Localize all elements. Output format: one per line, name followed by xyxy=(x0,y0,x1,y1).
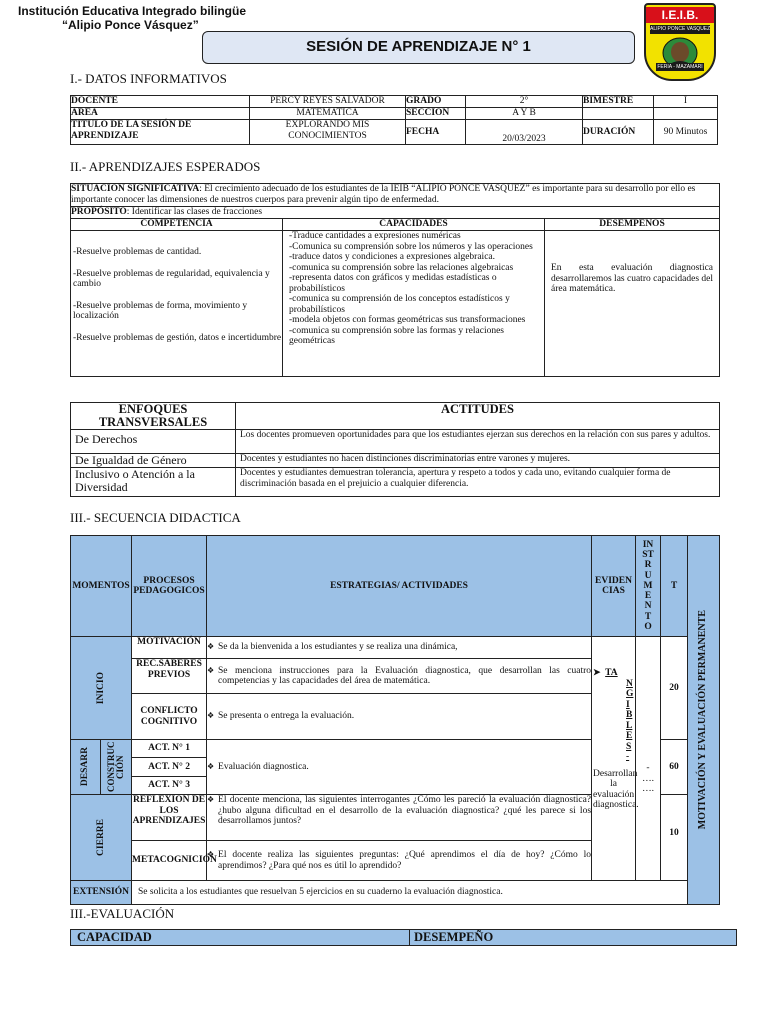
logo-band: ALIPIO PONCE VASQUEZ xyxy=(650,26,711,32)
situacion-label: SITUACION SIGNIFICATIVA xyxy=(71,184,200,194)
school-logo xyxy=(644,3,716,81)
capacidad-item: -comunica su comprensión sobre las relaciones algebraicas xyxy=(289,262,514,273)
competencias-cell xyxy=(71,231,283,377)
instrumento-cell: - …. …. xyxy=(636,637,661,881)
titulo-label: TITULO DE LA SESIÓN DE APRENDIZAJE xyxy=(71,120,250,145)
proceso-act1: ACT. N° 1 xyxy=(132,740,207,758)
proposito-label: PROPÓSITO xyxy=(71,207,127,217)
grado-value: 2° xyxy=(466,96,583,108)
seccion-label: SECCION xyxy=(406,108,466,120)
evidencia-ngibles: NGIBLES- xyxy=(626,678,634,762)
estrategias-header: ESTRATEGIAS/ ACTIVIDADES xyxy=(207,536,592,637)
competencia-header: COMPETENCIA xyxy=(71,219,283,231)
momentos-header: MOMENTOS xyxy=(71,536,132,637)
proposito-cell xyxy=(71,207,720,219)
estrategia-text: ❖ El docente menciona, las siguientes interrogantes ¿Cómo les pareció la evaluación diagnostica? ¿hubo alguna dificultad en el desarrollo de la evaluación diagnostica? ¿qué les parece si los desarrollamos juntos? xyxy=(207,795,591,827)
enfoque-name: De Igualdad de Género xyxy=(71,454,236,468)
evidencia-text: Desarrollan la evaluación diagnostica. xyxy=(593,768,639,810)
capacidades-cell xyxy=(283,231,545,377)
actitudes-header: ACTITUDES xyxy=(236,403,720,430)
cierre-label: CIERRE xyxy=(95,819,106,856)
construccion-cell xyxy=(101,740,132,795)
estrategia-conflicto xyxy=(207,694,592,740)
proceso-metacognicion: METACOGNICIÓN xyxy=(132,841,207,881)
proceso-reflexion: REFLEXION DE LOS APRENDIZAJES xyxy=(132,795,207,841)
logo-bottom: FERIA - MAZAMARI xyxy=(657,64,703,70)
competencia-item: -Resuelve problemas de forma, movimiento y localización xyxy=(73,300,248,321)
desarrollo-label: DESARR xyxy=(80,747,91,787)
capacidad-item: -modela objetos con formas geométricas sus transformaciones xyxy=(289,315,526,325)
fecha-label: FECHA xyxy=(406,120,466,145)
situacion-text: : El crecimiento adecuado de los estudiantes de la IEIB “ALIPIO PONCE VASQUEZ” es importante para su desarrollo por ello es importante conocer las dimensiones de nuestros cuerpos para prevenir algún tipo de enfermedad. xyxy=(71,184,696,205)
capacidad-item: -traduce datos y condiciones a expresiones algebraica. xyxy=(289,252,496,262)
section-datos-title: I.- DATOS INFORMATIVOS xyxy=(70,71,227,86)
seccion-value: A Y B xyxy=(466,108,583,120)
estrategia-text: ❖ Se presenta o entrega la evaluación. xyxy=(207,711,591,722)
docente-value: PERCY REYES SALVADOR xyxy=(250,96,406,108)
capacidad-item: -comunica su comprensión sobre las formas y relaciones geométricas xyxy=(289,325,505,346)
instrumento-header: INSTRUMENTO xyxy=(636,536,661,637)
proceso-conflicto: CONFLICTO COGNITIVO xyxy=(132,694,207,740)
area-value: MATEMATICA xyxy=(250,108,406,120)
evaluacion-table xyxy=(70,929,737,946)
competencia-item: -Resuelve problemas de regularidad, equivalencia y cambio xyxy=(73,268,270,289)
estrategia-saberes xyxy=(207,659,592,694)
evidencias-cell xyxy=(592,637,639,881)
titulo-value: EXPLORANDO MIS CONOCIMIENTOS xyxy=(250,120,406,145)
proposito-text: : Identificar las clases de fracciones xyxy=(126,207,263,217)
inicio-cell xyxy=(71,637,132,740)
estrategia-desarrollo xyxy=(207,740,592,795)
capacidad-item: -comunica su comprensión de los conceptos estadísticos y probabilísticos xyxy=(289,294,510,315)
enfoque-name: De Derechos xyxy=(71,430,236,454)
datos-table xyxy=(70,95,718,145)
bimestre-value: I xyxy=(654,96,718,108)
estrategia-text: ❖ Se da la bienvenida a los estudiantes y se realiza una dinámica, xyxy=(207,642,591,653)
actitud-text: Docentes y estudiantes demuestran tolerancia, apertura y respeto a todos y cada uno, evitando cualquier forma de discriminación basada en el prejuicio a cualquier diferencia. xyxy=(236,468,720,497)
crest-icon xyxy=(646,5,718,83)
desempenos-header: DESEMPENOS xyxy=(545,219,720,231)
bimestre-label: BIMESTRE xyxy=(583,96,654,108)
competencia-item: -Resuelve problemas de gestión, datos e incertidumbre xyxy=(73,332,282,343)
proceso-saberes: REC.SABERES PREVIOS xyxy=(132,659,207,694)
capacidades-header: CAPACIDADES xyxy=(283,219,545,231)
fecha-value: 20/03/2023 xyxy=(466,120,583,145)
tiempo-inicio: 20 xyxy=(661,637,688,740)
secuencia-table xyxy=(70,535,720,905)
logo-title: I.E.I.B. xyxy=(646,7,714,23)
section-evaluacion-title: III.-EVALUACIÓN xyxy=(70,906,175,921)
situacion-cell xyxy=(71,184,720,207)
motivacion-vertical: MOTIVACIÓN Y EVALUACIÓN PERMANENTE xyxy=(697,610,709,830)
capacidad-item: -Comunica su comprensión sobre los números y las operaciones xyxy=(289,241,533,252)
aprendizajes-table xyxy=(70,183,720,377)
estrategia-text: ❖ Se menciona instrucciones para la Evaluación diagnostica, que desarrollan las cuatro competencias y las capacidades del área de matemática. xyxy=(207,666,591,687)
tiempo-cierre: 10 xyxy=(661,795,688,881)
proceso-act2: ACT. N° 2 xyxy=(132,758,207,776)
duracion-value: 90 Minutos xyxy=(654,120,718,145)
actitud-text: Los docentes promueven oportunidades para que los estudiantes ejerzan sus derechos en la relación con sus pares y adultos. xyxy=(236,430,720,454)
institution-name: Institución Educativa Integrado bilingüe xyxy=(18,4,247,18)
proceso-motivacion: MOTIVACIÓN xyxy=(132,637,207,659)
evidencia-ta: ➤ TA xyxy=(593,667,618,678)
capacidad-item: -Traduce cantidades a expresiones numéricas xyxy=(289,231,461,241)
area-label: AREA xyxy=(71,108,250,120)
t-header: T xyxy=(661,536,688,637)
section-secuencia-title: III.- SECUENCIA DIDACTICA xyxy=(70,510,241,525)
estrategia-extension: Se solicita a los estudiantes que resuelvan 5 ejercicios en su cuaderno la evaluación diagnostica. xyxy=(132,881,688,905)
desarrollo-cell xyxy=(71,740,101,795)
enfoque-name: Inclusivo o Atención a la Diversidad xyxy=(71,468,236,497)
cierre-cell xyxy=(71,795,132,881)
enfoques-header: ENFOQUES TRANSVERSALES xyxy=(71,403,236,430)
tiempo-desarrollo: 60 xyxy=(661,740,688,795)
procesos-header: PROCESOS PEDAGOGICOS xyxy=(132,536,207,637)
motivacion-cell xyxy=(688,536,720,905)
inicio-label: INICIO xyxy=(95,671,106,705)
docente-label: DOCENTE xyxy=(71,96,250,108)
desempeno-header: DESEMPEÑO xyxy=(410,930,737,946)
estrategia-text: ❖ El docente realiza las siguientes preguntas: ¿Qué aprendimos el día de hoy? ¿Cómo lo aprendimos? ¿Para qué nos es útil lo aprendido? xyxy=(207,850,591,871)
desempenos-text: En esta evaluación diagnostica desarrollaremos las cuatro capacidades del área matemática. xyxy=(545,231,720,377)
capacidad-item: -representa datos con gráficos y medidas estadísticas o probabilísticos xyxy=(289,273,497,294)
capacidad-header: CAPACIDAD xyxy=(71,930,410,946)
session-banner: SESIÓN DE APRENDIZAJE N° 1 xyxy=(202,31,635,64)
actitud-text: Docentes y estudiantes no hacen distinciones discriminatorias entre varones y mujeres. xyxy=(236,454,720,468)
construccion-label: CONSTRUCCIÓN xyxy=(106,741,125,793)
institution-subname: “Alipio Ponce Vásquez” xyxy=(62,18,199,32)
grado-label: GRADO xyxy=(406,96,466,108)
estrategia-text: ❖ Evaluación diagnostica. xyxy=(207,762,591,773)
proceso-act3: ACT. N° 3 xyxy=(132,776,207,794)
enfoques-table xyxy=(70,402,720,497)
estrategia-motivacion xyxy=(207,637,592,659)
evidencias-header: EVIDENCIAS xyxy=(592,536,636,637)
proceso-extension: EXTENSIÓN xyxy=(71,881,132,905)
competencia-item: -Resuelve problemas de cantidad. xyxy=(73,247,202,257)
estrategia-metacognicion xyxy=(207,841,592,881)
duracion-label: DURACIÓN xyxy=(583,120,654,145)
section-aprendizajes-title: II.- APRENDIZAJES ESPERADOS xyxy=(70,159,261,174)
estrategia-reflexion xyxy=(207,795,592,841)
